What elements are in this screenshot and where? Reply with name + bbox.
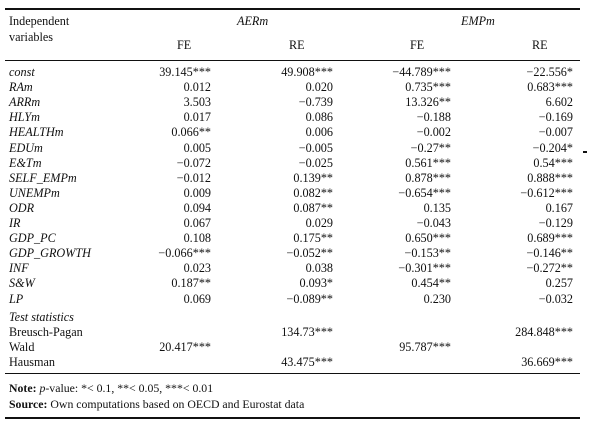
table-row-5-label: HEALTHm (9, 125, 64, 139)
table-row-8-label: SELF_EMPm (9, 171, 77, 185)
header-group-empm: EMPm (461, 14, 495, 28)
table-row-6-value-4: −0.204* (532, 141, 573, 155)
table-row-10-value-2: 0.087** (293, 201, 333, 215)
table-row-10-value-1: 0.094 (183, 201, 211, 215)
table-row-1-label: const (9, 65, 35, 79)
header-sub-re-2: RE (532, 38, 548, 52)
table-row-14-value-2: 0.038 (305, 261, 333, 275)
test-row-2-label: Wald (9, 340, 35, 354)
table-row-2-value-2: 0.020 (305, 80, 333, 94)
table-row-8-value-2: 0.139** (293, 171, 333, 185)
table-row-13-value-3: −0.153** (404, 246, 451, 260)
test-row-2-value-1: 20.417*** (159, 340, 211, 354)
table-row-9-value-2: 0.082** (293, 186, 333, 200)
table-row-15-value-3: 0.454** (411, 276, 451, 290)
table-row-7-value-4: 0.54*** (533, 156, 573, 170)
table-row-5-value-1: 0.066** (171, 125, 211, 139)
note-pvalue: p (39, 381, 46, 395)
table-row-7-value-1: −0.072 (176, 156, 211, 170)
header-variables: variables (9, 30, 53, 44)
table-row-3-value-2: −0.739 (298, 95, 333, 109)
table-row-14-label: INF (9, 261, 29, 275)
table-row-16-value-2: −0.089** (286, 292, 333, 306)
table-row-6-value-3: −0.27** (410, 141, 451, 155)
table-row-12-value-4: 0.689*** (527, 231, 573, 245)
table-row-12-value-1: 0.108 (183, 231, 211, 245)
table-row-13-label: GDP_GROWTH (9, 246, 91, 260)
table-top-rule (5, 8, 580, 10)
table-row-9-label: UNEMPm (9, 186, 60, 200)
table-row-14-value-1: 0.023 (183, 261, 211, 275)
table-row-11-label: IR (9, 216, 21, 230)
page-bottom-rule (5, 417, 580, 419)
table-row-8-value-4: 0.888*** (527, 171, 573, 185)
table-bottom-rule (5, 373, 580, 374)
table-row-5-value-2: 0.006 (305, 125, 333, 139)
table-row-4-value-2: 0.086 (305, 110, 333, 124)
margin-mark (583, 151, 587, 153)
table-row-3-label: ARRm (9, 95, 41, 109)
table-row-15-value-2: 0.093* (299, 276, 333, 290)
table-row-7-value-2: −0.025 (298, 156, 333, 170)
table-row-11-value-1: 0.067 (183, 216, 211, 230)
table-row-7-value-3: 0.561*** (405, 156, 451, 170)
table-row-3-value-1: 3.503 (183, 95, 211, 109)
test-row-2-value-3: 95.787*** (399, 340, 451, 354)
table-row-14-value-3: −0.301*** (398, 261, 451, 275)
test-row-1-value-4: 284.848*** (515, 325, 573, 339)
table-row-4-value-1: 0.017 (183, 110, 211, 124)
table-row-15-label: S&W (9, 276, 35, 290)
test-row-3-value-4: 36.669*** (521, 355, 573, 369)
table-row-1-value-1: 39.145*** (159, 65, 211, 79)
table-row-6-value-2: −0.005 (298, 141, 333, 155)
table-row-10-label: ODR (9, 201, 35, 215)
table-row-9-value-1: 0.009 (183, 186, 211, 200)
header-rule (5, 60, 580, 61)
header-independent: Independent (9, 14, 70, 28)
source-line (9, 397, 304, 411)
table-row-7-label: E&Tm (9, 156, 42, 170)
table-row-2-value-4: 0.683*** (527, 80, 573, 94)
table-row-10-value-3: 0.135 (423, 201, 451, 215)
table-row-1-value-3: −44.789*** (392, 65, 451, 79)
table-row-13-value-1: −0.066*** (158, 246, 211, 260)
header-sub-fe-2: FE (410, 38, 425, 52)
table-row-3-value-4: 6.602 (545, 95, 573, 109)
note-line (9, 381, 213, 395)
table-row-16-label: LP (9, 292, 24, 306)
table-row-4-value-3: −0.188 (416, 110, 451, 124)
table-row-11-value-3: −0.043 (416, 216, 451, 230)
table-row-3-value-3: 13.326** (405, 95, 451, 109)
table-row-4-label: HLYm (9, 110, 40, 124)
table-row-5-value-4: −0.007 (538, 125, 573, 139)
table-row-16-value-3: 0.230 (423, 292, 451, 306)
table-row-15-value-4: 0.257 (545, 276, 573, 290)
table-row-2-value-3: 0.735*** (405, 80, 451, 94)
test-row-3-label: Hausman (9, 355, 56, 369)
table-row-1-value-4: −22.556* (526, 65, 573, 79)
table-row-5-value-3: −0.002 (416, 125, 451, 139)
table-row-4-value-4: −0.169 (538, 110, 573, 124)
table-row-6-label: EDUm (9, 141, 43, 155)
table-row-13-value-2: −0.052** (286, 246, 333, 260)
table-row-12-value-2: 0.175** (293, 231, 333, 245)
table-row-15-value-1: 0.187** (171, 276, 211, 290)
table-row-14-value-4: −0.272** (526, 261, 573, 275)
table-row-13-value-4: −0.146** (526, 246, 573, 260)
source-label: Source: (9, 397, 48, 411)
table-row-8-value-1: −0.012 (176, 171, 211, 185)
test-row-3-value-2: 43.475*** (281, 355, 333, 369)
note-text: -value: *< 0.1, **< 0.05, ***< 0.01 (45, 381, 214, 395)
table-row-16-value-4: −0.032 (538, 292, 573, 306)
table-row-9-value-4: −0.612*** (520, 186, 573, 200)
table-row-11-value-2: 0.029 (305, 216, 333, 230)
test-row-1-label: Breusch-Pagan (9, 325, 83, 339)
table-row-8-value-3: 0.878*** (405, 171, 451, 185)
header-group-aerm: AERm (237, 14, 269, 28)
table-row-9-value-3: −0.654*** (398, 186, 451, 200)
table-row-10-value-4: 0.167 (545, 201, 573, 215)
note-label: Note: (9, 381, 37, 395)
table-row-2-value-1: 0.012 (183, 80, 211, 94)
header-sub-fe-1: FE (177, 38, 192, 52)
table-row-11-value-4: −0.129 (538, 216, 573, 230)
table-row-12-value-3: 0.650*** (405, 231, 451, 245)
test-statistics-title: Test statistics (9, 310, 74, 324)
table-row-2-label: RAm (9, 80, 33, 94)
table-row-6-value-1: 0.005 (183, 141, 211, 155)
test-row-1-value-2: 134.73*** (281, 325, 333, 339)
table-row-1-value-2: 49.908*** (281, 65, 333, 79)
table-row-16-value-1: 0.069 (183, 292, 211, 306)
table-row-12-label: GDP_PC (9, 231, 56, 245)
header-sub-re-1: RE (289, 38, 305, 52)
source-text: Own computations based on OECD and Eurostat data (47, 397, 305, 411)
